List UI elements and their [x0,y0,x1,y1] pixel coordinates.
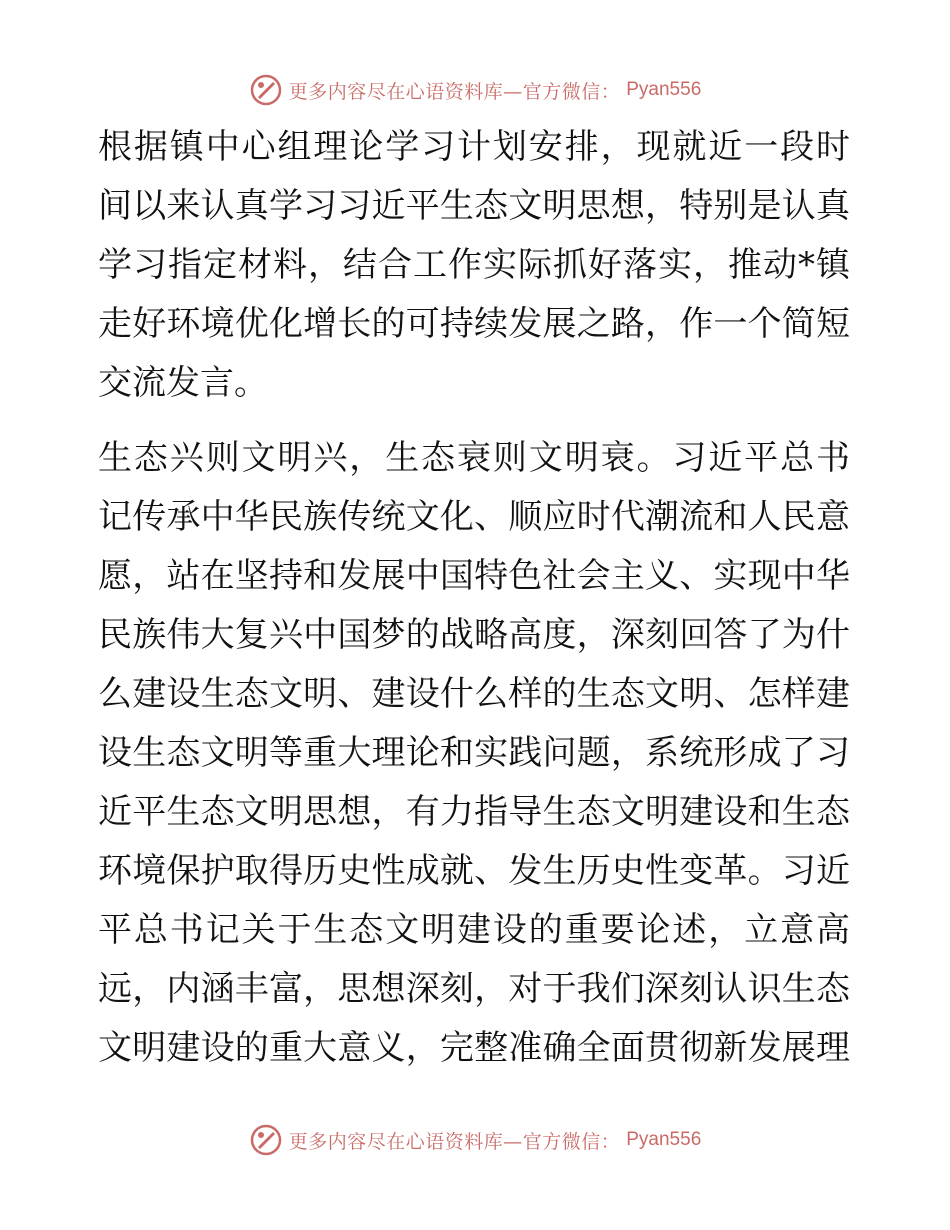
watermark-wechat-id: Pyan556 [626,79,702,100]
text-line: 根据镇中心组理论学习计划安排，现就近一段时 [98,127,850,167]
text-line: 走好环境优化增长的可持续发展之路，作一个简短 [98,304,850,344]
footer-watermark [0,1120,950,1160]
text-line: 近平生态文明思想，有力指导生态文明建设和生态 [98,792,850,832]
brand-logo-icon [249,73,283,107]
text-line: 文明建设的重大意义，完整准确全面贯彻新发展理 [98,1028,850,1068]
text-line: 民族伟大复兴中国梦的战略高度，深刻回答了为什 [98,615,850,655]
text-line: 学习指定材料，结合工作实际抓好落实，推动*镇 [98,245,850,285]
brand-logo-icon [249,1123,283,1157]
text-line: 平总书记关于生态文明建设的重要论述，立意高 [98,910,850,950]
watermark-text: 更多内容尽在心语资料库—官方微信： [288,1130,621,1153]
document-body [98,118,850,1078]
paragraph-2 [98,429,850,1078]
paragraph-1 [98,118,850,413]
text-line: 么建设生态文明、建设什么样的生态文明、怎样建 [98,674,850,714]
header-watermark [0,70,950,110]
text-line: 生态兴则文明兴，生态衰则文明衰。习近平总书 [98,438,850,478]
text-line: 记传承中华民族传统文化、顺应时代潮流和人民意 [98,497,850,537]
text-line: 环境保护取得历史性成就、发生历史性变革。习近 [98,851,850,891]
text-line: 设生态文明等重大理论和实践问题，系统形成了习 [98,733,850,773]
watermark-wechat-id: Pyan556 [626,1129,702,1150]
text-line: 间以来认真学习习近平生态文明思想，特别是认真 [98,186,850,226]
text-line: 愿，站在坚持和发展中国特色社会主义、实现中华 [98,556,850,596]
text-line: 远，内涵丰富，思想深刻，对于我们深刻认识生态 [98,969,850,1009]
text-line: 交流发言。 [98,363,268,403]
watermark-text: 更多内容尽在心语资料库—官方微信： [288,80,621,103]
